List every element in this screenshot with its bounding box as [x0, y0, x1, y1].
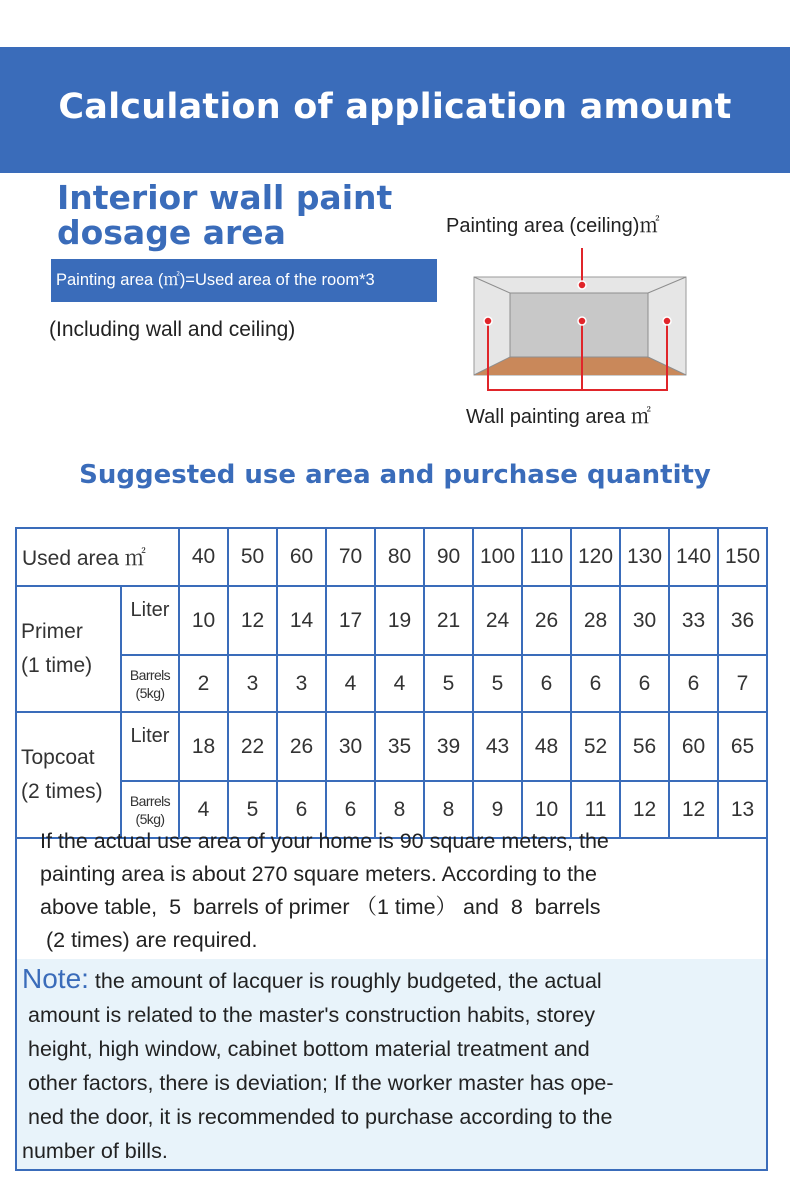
interior-title	[57, 180, 417, 250]
primer-label-line2: (1 time)	[21, 654, 93, 677]
topcoat-barrel-cell: 6	[326, 781, 375, 838]
primer-barrel-cell: 7	[718, 655, 767, 712]
area-cell: 120	[571, 528, 620, 586]
wall-area-label: Wall painting area ㎡	[466, 406, 651, 428]
primer-barrel-cell: 6	[571, 655, 620, 712]
header-banner	[0, 47, 790, 173]
topcoat-barrel-cell: 11	[571, 781, 620, 838]
area-cell: 110	[522, 528, 571, 586]
table-row-primer-liter	[16, 586, 767, 655]
topcoat-barrel-cell: 13	[718, 781, 767, 838]
primer-barrel-cell: 2	[179, 655, 228, 712]
topcoat-barrel-cell: 12	[669, 781, 718, 838]
primer-liter-cell: 26	[522, 586, 571, 655]
topcoat-liter-cell: 43	[473, 712, 522, 781]
topcoat-liter-cell: 35	[375, 712, 424, 781]
topcoat-barrel-cell: 9	[473, 781, 522, 838]
primer-liter-cell: 30	[620, 586, 669, 655]
primer-barrel-cell: 6	[522, 655, 571, 712]
primer-liter-cell: 24	[473, 586, 522, 655]
topcoat-barrel-cell: 8	[375, 781, 424, 838]
area-cell: 100	[473, 528, 522, 586]
area-cell: 90	[424, 528, 473, 586]
including-note: (Including wall and ceiling)	[49, 318, 296, 341]
primer-liter-cell: 28	[571, 586, 620, 655]
topcoat-liter-cell: 65	[718, 712, 767, 781]
topcoat-barrel-cell: 12	[620, 781, 669, 838]
primer-barrel-cell: 4	[375, 655, 424, 712]
back-wall	[510, 293, 648, 357]
area-cell: 70	[326, 528, 375, 586]
table-row-used-area	[16, 528, 767, 586]
ceiling-area-label: Painting area (ceiling)㎡	[446, 215, 660, 237]
area-cell: 150	[718, 528, 767, 586]
room-diagram	[470, 246, 690, 406]
topcoat-label-line2: (2 times)	[21, 780, 103, 803]
primer-barrel-cell: 3	[277, 655, 326, 712]
ceiling-marker	[578, 281, 586, 289]
used-area-label: Used area ㎡	[16, 528, 179, 586]
topcoat-liter-cell: 52	[571, 712, 620, 781]
note-body: the amount of lacquer is roughly budgeted, the actual amount is related to the master's construction habits, storey height, high window, cabinet bottom material treatment and other factors, there is deviation; If the worker master has ope- ned the door, it is recommended to purchase according to the number of bills.	[22, 969, 614, 1163]
page-title: Calculation of application amount	[58, 87, 732, 127]
section-title: Suggested use area and purchase quantity	[79, 460, 711, 490]
area-cell: 60	[277, 528, 326, 586]
purchase-table	[15, 527, 768, 839]
primer-liter-cell: 10	[179, 586, 228, 655]
topcoat-liter-cell: 60	[669, 712, 718, 781]
primer-liter-cell: 19	[375, 586, 424, 655]
primer-liter-cell: 33	[669, 586, 718, 655]
primer-barrel-label-line1: Barrels	[129, 666, 171, 683]
primer-label-line1: Primer	[21, 620, 83, 643]
primer-barrel-cell: 5	[424, 655, 473, 712]
topcoat-liter-cell: 22	[228, 712, 277, 781]
wall-marker-center	[578, 317, 586, 325]
topcoat-liter-cell: 39	[424, 712, 473, 781]
topcoat-barrel-cell: 5	[228, 781, 277, 838]
note-text	[22, 962, 752, 1168]
primer-liter-cell: 14	[277, 586, 326, 655]
topcoat-liter-label: Liter	[121, 712, 179, 781]
wall-marker-left	[484, 317, 492, 325]
topcoat-liter-cell: 18	[179, 712, 228, 781]
primer-liter-label: Liter	[121, 586, 179, 655]
primer-liter-cell: 21	[424, 586, 473, 655]
topcoat-liter-cell: 30	[326, 712, 375, 781]
wall-marker-right	[663, 317, 671, 325]
primer-barrel-cell: 3	[228, 655, 277, 712]
interior-title-line2: dosage area	[57, 213, 286, 252]
area-cell: 40	[179, 528, 228, 586]
topcoat-barrel-label-line2: (5kg)	[135, 810, 165, 827]
topcoat-liter-cell: 26	[277, 712, 326, 781]
table-row-topcoat-liter	[16, 712, 767, 781]
example-text: If the actual use area of your home is 90 square meters, the painting area is about 270 square meters. According to the above table, 5 barrels of primer （1 time） and 8 barrels (2 times) are required.	[40, 829, 609, 952]
topcoat-barrel-label-line1: Barrels	[129, 792, 171, 809]
primer-liter-cell: 36	[718, 586, 767, 655]
primer-barrel-label-line2: (5kg)	[135, 684, 165, 701]
topcoat-label-line1: Topcoat	[21, 746, 95, 769]
primer-barrel-cell: 6	[620, 655, 669, 712]
formula-box: Painting area (㎡)=Used area of the room*3	[51, 259, 437, 302]
topcoat-barrel-cell: 10	[522, 781, 571, 838]
primer-label	[16, 586, 121, 712]
primer-barrel-cell: 5	[473, 655, 522, 712]
primer-liter-cell: 12	[228, 586, 277, 655]
area-cell: 80	[375, 528, 424, 586]
primer-barrel-cell: 4	[326, 655, 375, 712]
note-label: Note:	[22, 963, 89, 994]
primer-barrel-cell: 6	[669, 655, 718, 712]
interior-title-line1: Interior wall paint	[57, 178, 393, 217]
primer-barrel-label	[121, 655, 179, 712]
topcoat-barrel-cell: 4	[179, 781, 228, 838]
area-cell: 140	[669, 528, 718, 586]
table-row-primer-barrels	[16, 655, 767, 712]
topcoat-liter-cell: 56	[620, 712, 669, 781]
topcoat-barrel-cell: 6	[277, 781, 326, 838]
primer-liter-cell: 17	[326, 586, 375, 655]
topcoat-barrel-cell: 8	[424, 781, 473, 838]
area-cell: 50	[228, 528, 277, 586]
topcoat-liter-cell: 48	[522, 712, 571, 781]
area-cell: 130	[620, 528, 669, 586]
